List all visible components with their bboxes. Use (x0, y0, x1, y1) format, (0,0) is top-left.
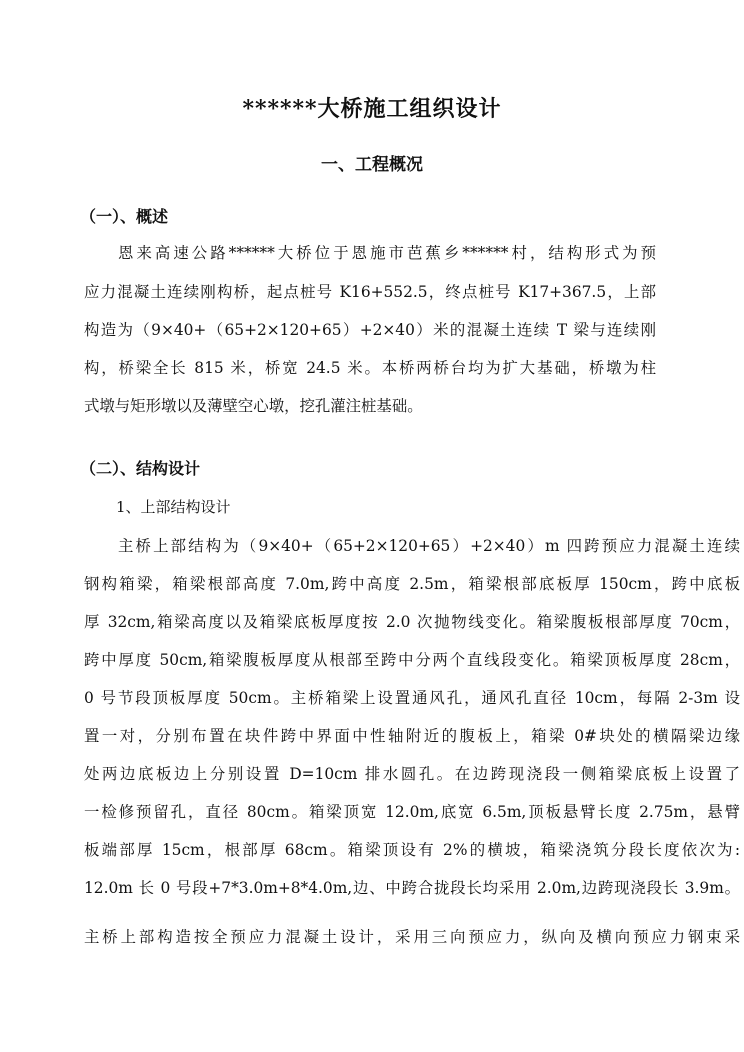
subheading-summary: （一）、概述 (80, 207, 169, 226)
text-line: 0 号节段顶板厚度 50cm。主桥箱梁上设置通风孔，通风孔直径 10cm，每隔 2-3m 设 (84, 689, 740, 707)
subheading-structure-design: （二）、结构设计 (80, 459, 201, 478)
text-line: 厚 32cm,箱梁高度以及箱梁底板厚度按 2.0 次抛物线变化。箱梁腹板根部厚度 70cm， (84, 613, 740, 631)
text-line: 恩来高速公路******大桥位于恩施市芭蕉乡******村，结构形式为预 (118, 244, 656, 262)
text-line: 一检修预留孔，直径 80cm。箱梁顶宽 12.0m,底宽 6.5m,顶板悬臂长度 2.75m，悬臂 (84, 803, 740, 821)
section-heading-overview: 一、工程概况 (321, 155, 423, 175)
text-line: 处两边底板边上分别设置 D=10cm 排水圆孔。在边跨现浇段一侧箱梁底板上设置了 (84, 765, 740, 783)
text-line: 板端部厚 15cm，根部厚 68cm。箱梁顶设有 2%的横坡，箱梁浇筑分段长度依次为: (84, 841, 740, 859)
text-line: 12.0m 长 0 号段+7*3.0m+8*4.0m,边、中跨合拢段长均采用 2.0m,边跨现浇段长 3.9m。 (84, 879, 740, 897)
text-line: 主桥上部结构为（9×40+（65+2×120+65）+2×40）m 四跨预应力混凝土连续 (118, 537, 740, 555)
text-line: 式墩与矩形墩以及薄壁空心墩，挖孔灌注桩基础。 (84, 397, 423, 415)
text-line: 钢构箱梁，箱梁根部高度 7.0m,跨中高度 2.5m，箱梁根部底板厚 150cm，跨中底板 (84, 575, 740, 593)
text-line: 构，桥梁全长 815 米，桥宽 24.5 米。本桥两桥台均为扩大基础，桥墩为柱 (84, 359, 656, 377)
text-line: 构造为（9×40+（65+2×120+65）+2×40）米的混凝土连续 T 梁与连续刚 (84, 321, 656, 339)
document-title: ******大桥施工组织设计 (242, 96, 502, 122)
text-line: 跨中厚度 50cm,箱梁腹板厚度从根部至跨中分两个直线段变化。箱梁顶板厚度 28cm， (84, 651, 740, 669)
item-heading-superstructure: 1、上部结构设计 (116, 498, 231, 516)
text-line: 置一对，分别布置在块件跨中界面中性轴附近的腹板上，箱梁 0#块处的横隔梁边缘 (84, 727, 740, 745)
text-line: 应力混凝土连续刚构桥，起点桩号 K16+552.5，终点桩号 K17+367.5，上部 (84, 283, 656, 301)
text-line: 主桥上部构造按全预应力混凝土设计，采用三向预应力，纵向及横向预应力钢束采 (84, 928, 740, 946)
